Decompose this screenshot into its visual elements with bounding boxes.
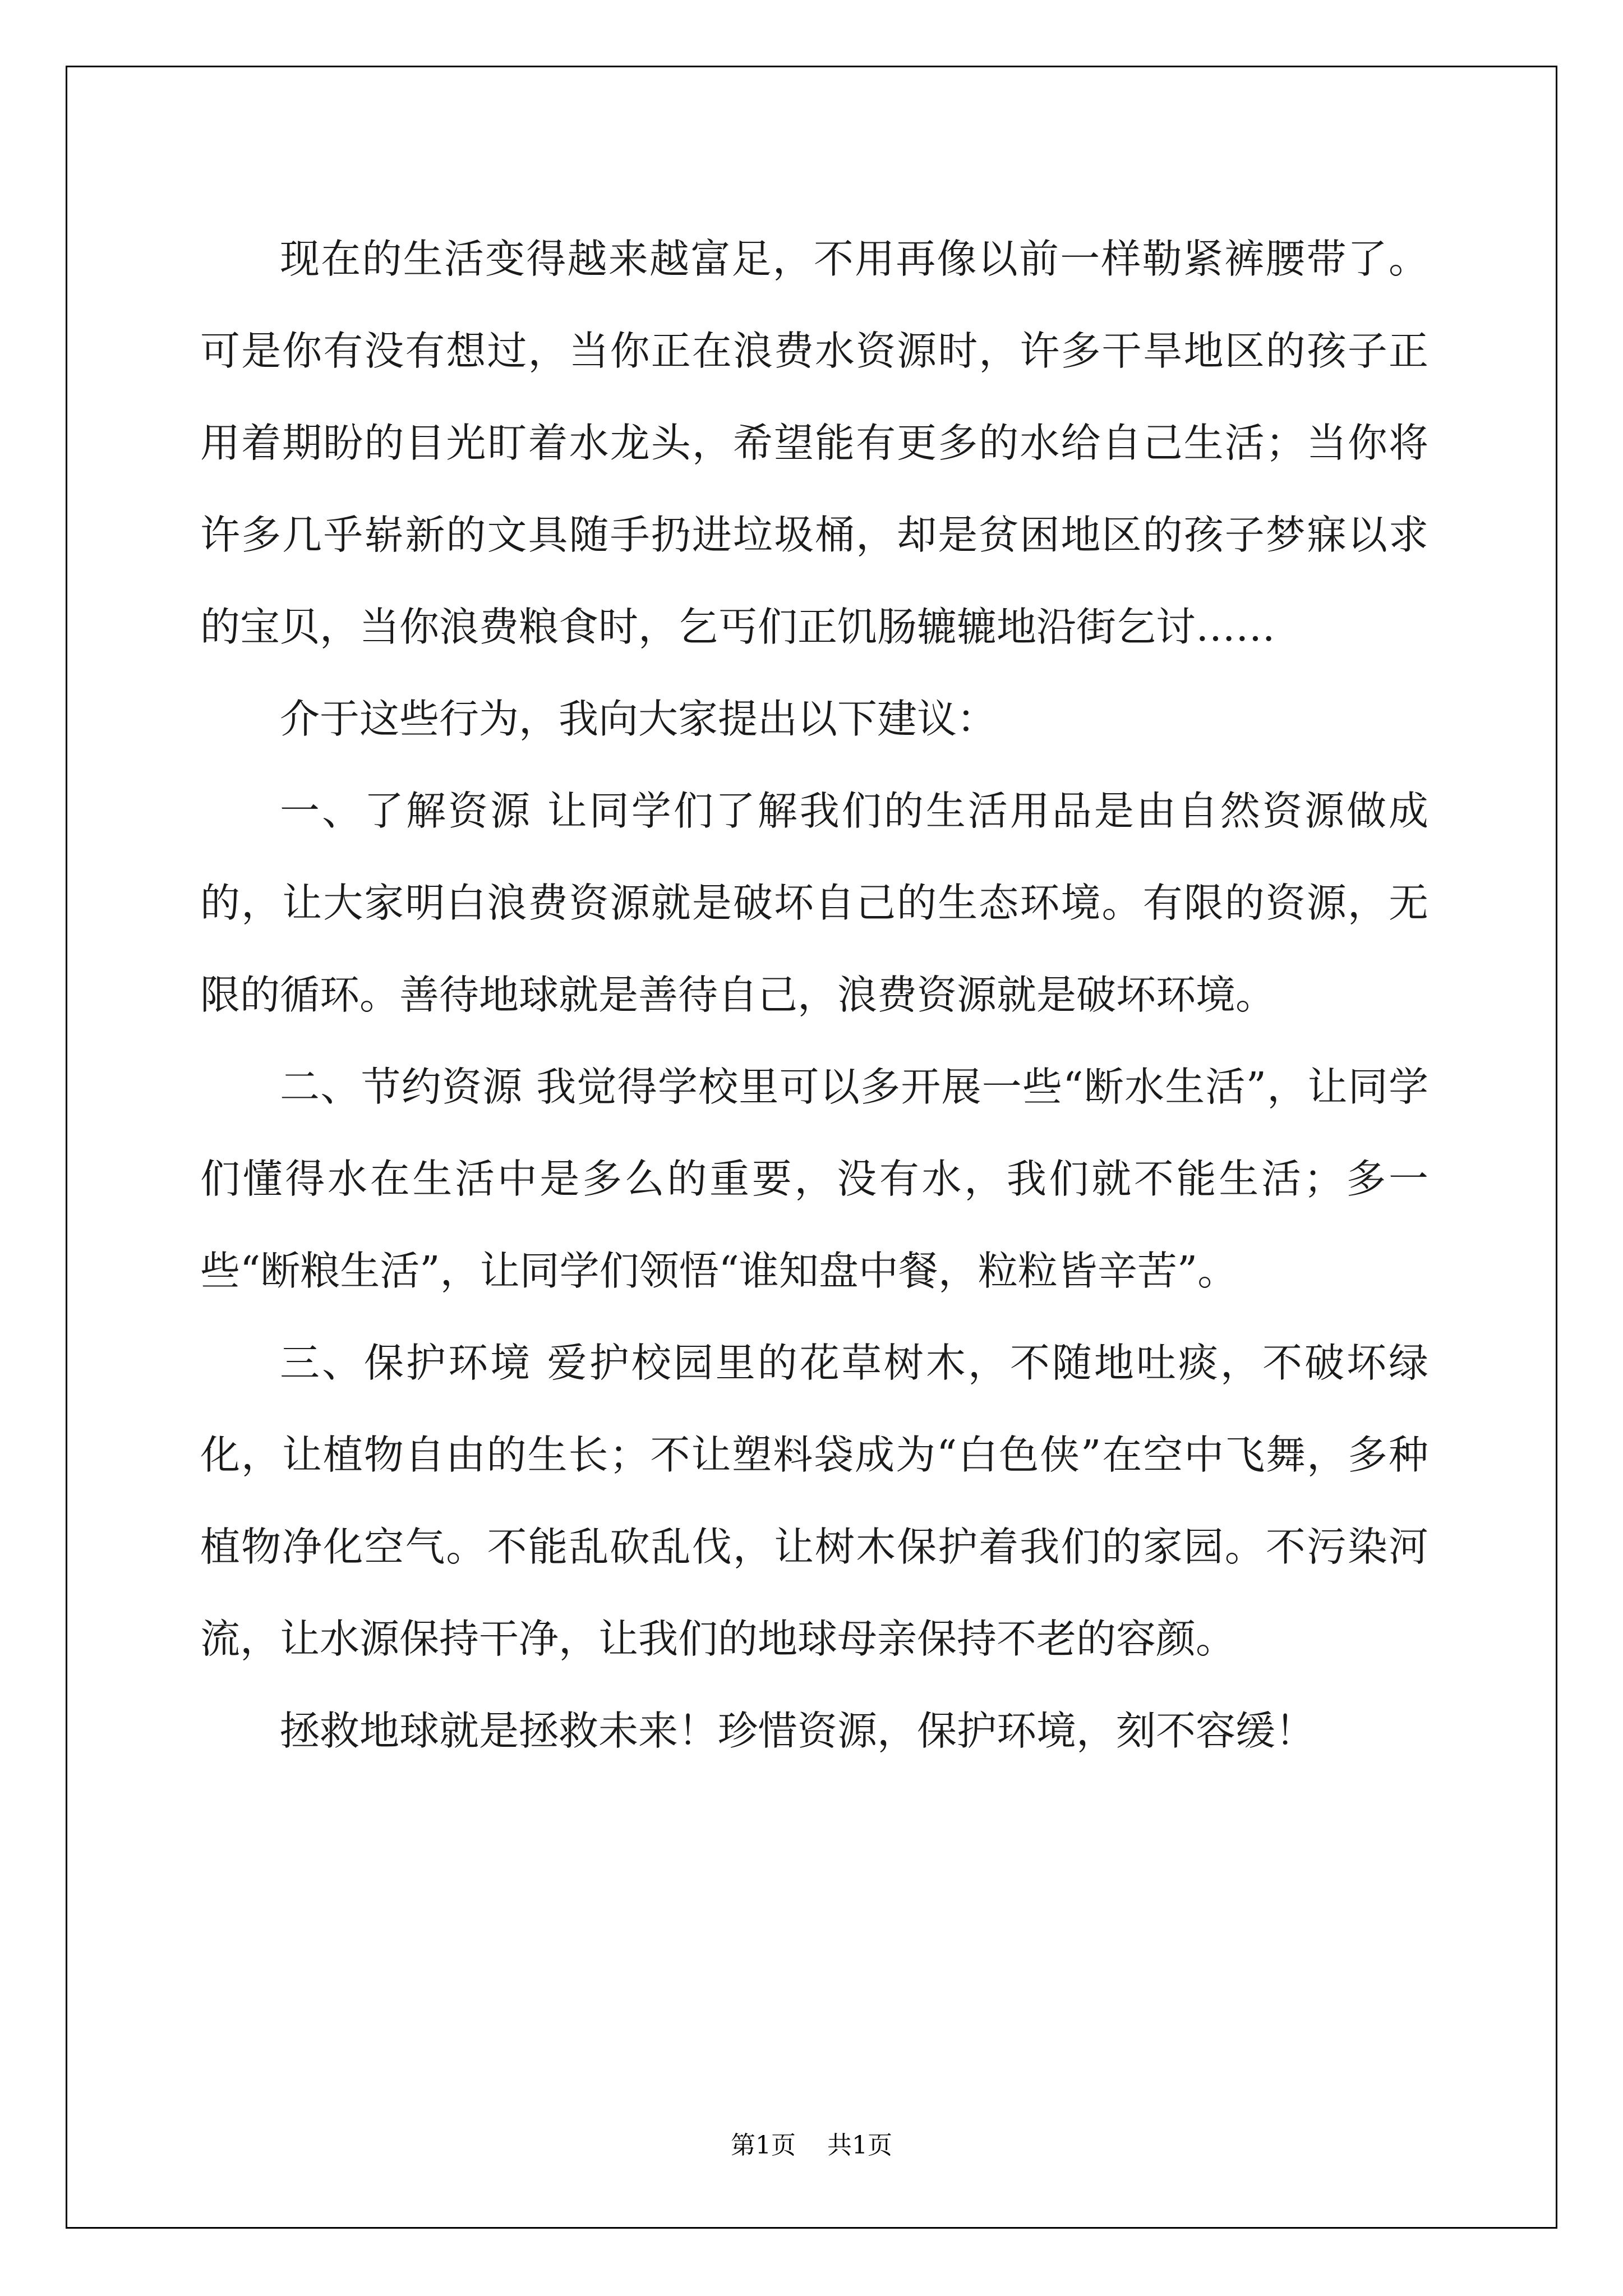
paragraph-conclusion: 拯救地球就是拯救未来！珍惜资源，保护环境，刻不容缓！ bbox=[280, 1708, 1316, 1754]
paragraph-intro: 现在的生活变得越来越富足，不用再像以前一样勒紧裤腰带了。可是你有没有想过，当你正在浪费水资源时，许多干旱地区的孩子正用着期盼的目光盯着水龙头，希望能有更多的水给自己生活；当你将许多几乎崭新的文具随手扔进垃圾桶，却是贫困地区的孩子梦寐以求的宝贝，当你浪费粮食时，乞丐们正饥肠辘辘地沿街乞讨…… bbox=[200, 236, 1428, 650]
page-number: 第1页 bbox=[731, 2131, 796, 2160]
paragraph-save-resources: 二、节约资源 我觉得学校里可以多开展一些“断水生活”，让同学们懂得水在生活中是多么的重要，没有水，我们就不能生活；多一些“断粮生活”，让同学们领悟“谁知盘中餐，粒粒皆辛苦”。 bbox=[200, 1064, 1428, 1294]
page-footer bbox=[0, 2125, 1623, 2161]
paragraph-protect-environment: 三、保护环境 爱护校园里的花草树木，不随地吐痰，不破坏绿化，让植物自由的生长；不让塑料袋成为“白色侠”在空中飞舞，多种植物净化空气。不能乱砍乱伐，让树木保护着我们的家园。不污染河流，让水源保持干净，让我们的地球母亲保持不老的容颜。 bbox=[200, 1340, 1428, 1662]
paragraph-understand-resources: 一、了解资源 让同学们了解我们的生活用品是由自然资源做成的，让大家明白浪费资源就是破坏自己的生态环境。有限的资源，无限的循环。善待地球就是善待自己，浪费资源就是破坏环境。 bbox=[200, 788, 1428, 1018]
paragraph-suggestions-lead: 介于这些行为，我向大家提出以下建议： bbox=[280, 696, 997, 742]
document-body bbox=[200, 213, 1428, 1777]
page-total: 共1页 bbox=[827, 2131, 892, 2160]
